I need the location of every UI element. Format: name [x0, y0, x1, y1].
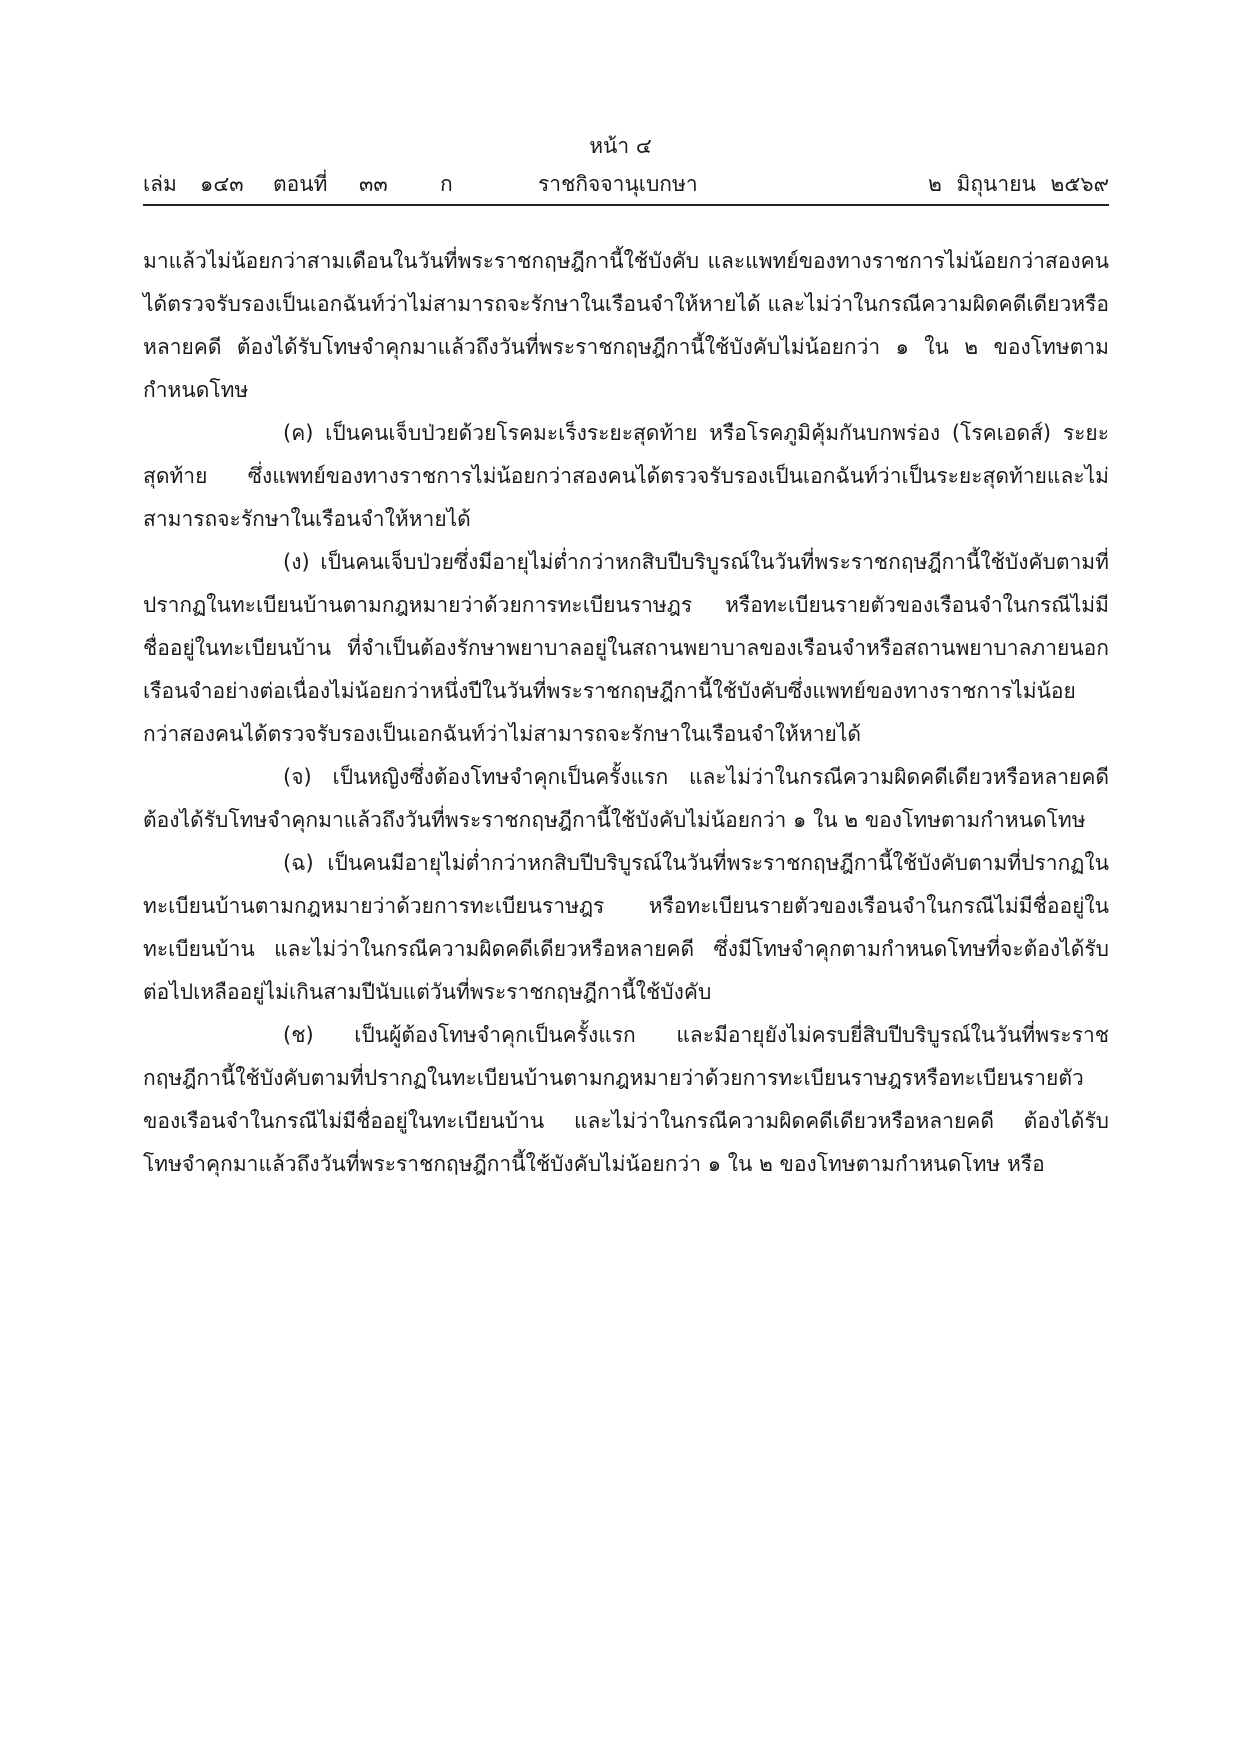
gazette-header	[143, 168, 1109, 200]
volume-number: ๑๔๓	[200, 172, 244, 196]
section-number: ๓๓	[359, 172, 388, 196]
paragraph-ng: (ง) เป็นคนเจ็บป่วยซึ่งมีอายุไม่ต่ำกว่าหกสิบปีบริบูรณ์ในวันที่พระราชกฤษฎีกานี้ใช้บังคับตามที่ปรากฏในทะเบียนบ้านตามกฎหมายว่าด้วยการทะเบียนราษฎร หรือทะเบียนรายตัวของเรือนจำในกรณีไม่มีชื่ออยู่ในทะเบียนบ้าน ที่จำเป็นต้องรักษาพยาบาลอยู่ในสถานพยาบาลของเรือนจำหรือสถานพยาบาลภายนอกเรือนจำอย่างต่อเนื่องไม่น้อยกว่าหนึ่งปีในวันที่พระราชกฤษฎีกานี้ใช้บังคับซึ่งแพทย์ของทางราชการไม่น้อยกว่าสองคนได้ตรวจรับรองเป็นเอกฉันท์ว่าไม่สามารถจะรักษาในเรือนจำให้หายได้	[143, 550, 1109, 746]
paragraph-cho: (จ) เป็นหญิงซึ่งต้องโทษจำคุกเป็นครั้งแรก และไม่ว่าในกรณีความผิดคดีเดียวหรือหลายคดีต้องได้รับโทษจำคุกมาแล้วถึงวันที่พระราชกฤษฎีกานี้ใช้บังคับไม่น้อยกว่า ๑ ใน ๒ ของโทษตามกำหนดโทษ	[143, 765, 1109, 832]
section-label: ตอนที่	[273, 172, 328, 196]
paragraph-chor: (ช) เป็นผู้ต้องโทษจำคุกเป็นครั้งแรก และมีอายุยังไม่ครบยี่สิบปีบริบูรณ์ในวันที่พระราชกฤษฎีกานี้ใช้บังคับตามที่ปรากฏในทะเบียนบ้านตามกฎหมายว่าด้วยการทะเบียนราษฎรหรือทะเบียนรายตัวของเรือนจำในกรณีไม่มีชื่ออยู่ในทะเบียนบ้าน และไม่ว่าในกรณีความผิดคดีเดียวหรือหลายคดี ต้องได้รับโทษจำคุกมาแล้วถึงวันที่พระราชกฤษฎีกานี้ใช้บังคับไม่น้อยกว่า ๑ ใน ๒ ของโทษตามกำหนดโทษ หรือ	[143, 1023, 1109, 1176]
page-number: หน้า ๔	[589, 134, 652, 158]
publication-name: ราชกิจจานุเบกษา	[538, 172, 698, 196]
header-divider	[143, 204, 1109, 206]
publication-date: ๒ มิถุนายน ๒๕๖๙	[927, 172, 1109, 196]
paragraph-continued: มาแล้วไม่น้อยกว่าสามเดือนในวันที่พระราชกฤษฎีกานี้ใช้บังคับ และแพทย์ของทางราชการไม่น้อยกว่าสองคนได้ตรวจรับรองเป็นเอกฉันท์ว่าไม่สามารถจะรักษาในเรือนจำให้หายได้ และไม่ว่าในกรณีความผิดคดีเดียวหรือหลายคดี ต้องได้รับโทษจำคุกมาแล้วถึงวันที่พระราชกฤษฎีกานี้ใช้บังคับไม่น้อยกว่า ๑ ใน ๒ ของโทษตามกำหนดโทษ	[143, 249, 1109, 402]
category: ก	[440, 172, 453, 196]
volume-label: เล่ม	[143, 172, 177, 196]
document-body	[143, 240, 1109, 1186]
paragraph-chho: (ฉ) เป็นคนมีอายุไม่ต่ำกว่าหกสิบปีบริบูรณ์ในวันที่พระราชกฤษฎีกานี้ใช้บังคับตามที่ปรากฏในทะเบียนบ้านตามกฎหมายว่าด้วยการทะเบียนราษฎร หรือทะเบียนรายตัวของเรือนจำในกรณีไม่มีชื่ออยู่ในทะเบียนบ้าน และไม่ว่าในกรณีความผิดคดีเดียวหรือหลายคดี ซึ่งมีโทษจำคุกตามกำหนดโทษที่จะต้องได้รับต่อไปเหลืออยู่ไม่เกินสามปีนับแต่วันที่พระราชกฤษฎีกานี้ใช้บังคับ	[143, 851, 1109, 1004]
paragraph-c: (ค) เป็นคนเจ็บป่วยด้วยโรคมะเร็งระยะสุดท้าย หรือโรคภูมิคุ้มกันบกพร่อง (โรคเอดส์) ระยะสุดท้าย ซึ่งแพทย์ของทางราชการไม่น้อยกว่าสองคนได้ตรวจรับรองเป็นเอกฉันท์ว่าเป็นระยะสุดท้ายและไม่สามารถจะรักษาในเรือนจำให้หายได้	[143, 421, 1109, 531]
